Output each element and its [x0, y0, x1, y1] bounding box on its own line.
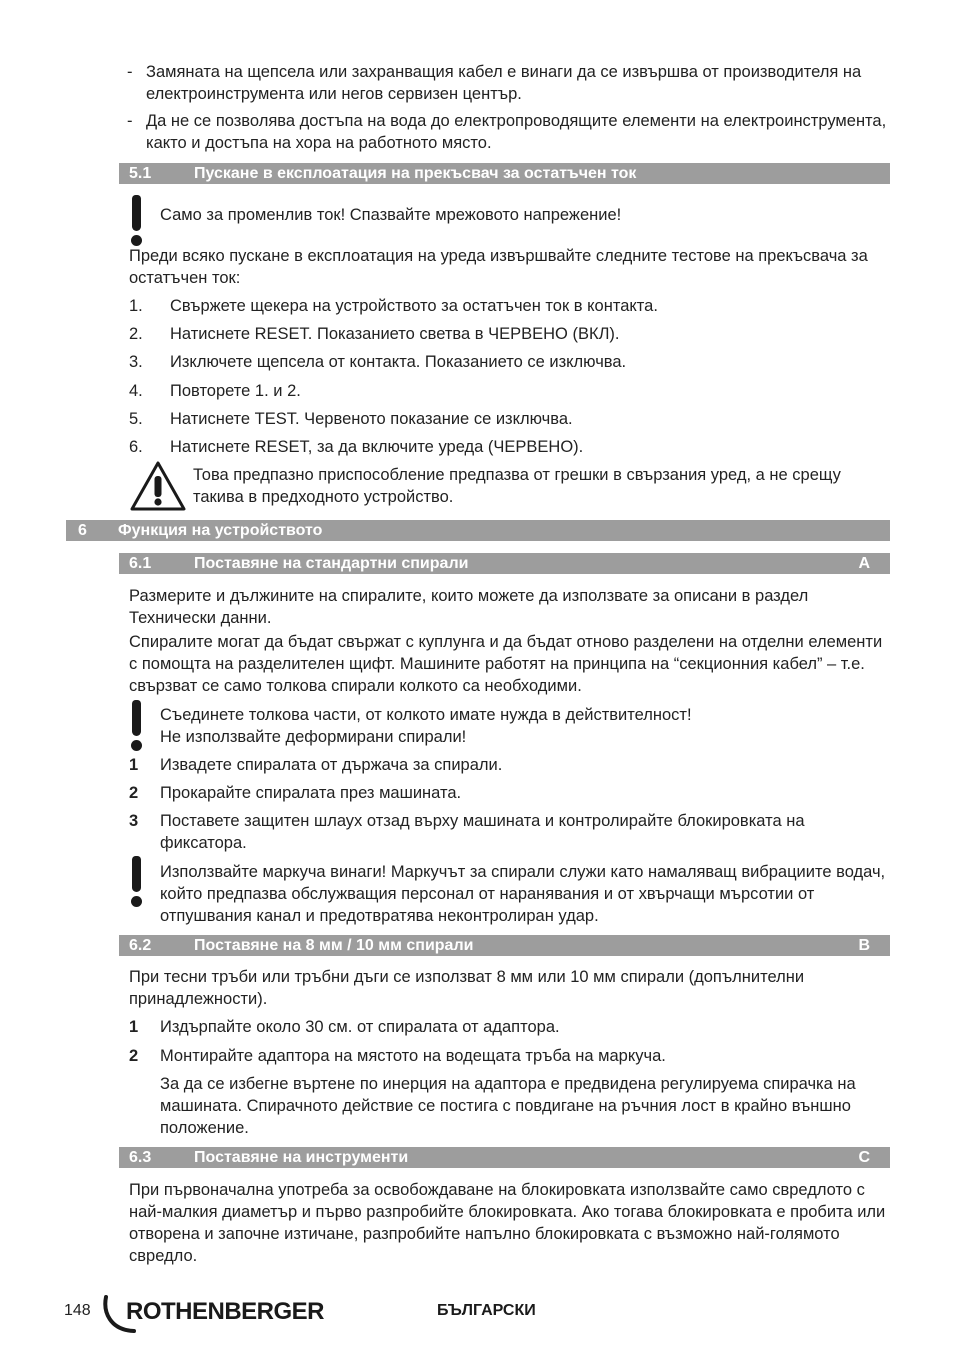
language-label: БЪЛГАРСКИ — [437, 1302, 536, 1319]
step-text: Извадете спиралата от държача за спирали. — [160, 756, 503, 774]
section-header-6-2 — [119, 935, 890, 956]
paragraph: Спиралите могат да бъдат свържат с куплунга и да бъдат отново разделени на отделни елементи с помощта на разделителен щифт. Машините работят на принципа на “секционния кабел” – т.е. свързват се само толкова спирали колкото са необходими. — [129, 633, 883, 695]
figure-letter: C — [858, 1149, 870, 1166]
warning-text: Това предпазно приспособление предпазва от грешки в свързания уред, а не срещу такива в предходното устройство. — [193, 466, 841, 506]
step-number: 3 — [129, 812, 139, 830]
step-number: 1 — [129, 756, 139, 774]
section-title: Пускане в експлоатация на прекъсвач за остатъчен ток — [194, 165, 637, 182]
step-text: Изключете щепсела от контакта. Показанието се изключва. — [170, 353, 627, 371]
note-text: Само за променлив ток! Спазвайте мрежовото напрежение! — [160, 206, 622, 224]
paragraph: Преди всяко пускане в експлоатация на уреда извършвайте следните тестове на прекъсвача за остатъчен ток: — [129, 247, 868, 287]
step-text: Поставете защитен шлаух отзад върху машината и контролирайте блокировката на фиксатора. — [160, 812, 805, 852]
step-text: Прокарайте спиралата през машината. — [160, 784, 462, 802]
step-text: Свържете щекера на устройството за остатъчен ток в контакта. — [170, 297, 658, 315]
paragraph: При първоначална употреба за освобождаване на блокировката използвайте само свредлото с най-малкия диаметър и първо разпробийте блокировката. Ако тогава блокировката е пробита или отворена и започне изтичане, разпробийте напълно блокировката с възможно най-голямото свредло. — [129, 1181, 886, 1265]
step-number: 1 — [129, 1018, 139, 1036]
step-number: 2. — [129, 325, 143, 343]
section-header-6-1 — [119, 553, 890, 574]
step-number: 1. — [129, 297, 143, 315]
step-number: 2 — [129, 784, 139, 802]
step-text: Натиснете RESET, за да включите уреда (ЧЕРВЕНО). — [170, 438, 584, 456]
step-number: 3. — [129, 353, 143, 371]
section-title: Поставяне на 8 мм / 10 мм спирали — [194, 937, 474, 954]
section-number: 6.1 — [129, 555, 152, 572]
section-title: Поставяне на стандартни спирали — [194, 555, 469, 572]
step-text: Натиснете RESET. Показанието светва в ЧЕРВЕНО (ВКЛ). — [170, 325, 620, 343]
paragraph: Размерите и дължините на спиралите, които можете да използвате за описани в раздел Технически данни. — [129, 587, 809, 627]
intro-paragraph: Да не се позволява достъпа на вода до електропроводящите елементи на електроинструмента, както и достъпа на хора на работното място. — [146, 112, 887, 152]
note-text: Не използвайте деформирани спирали! — [160, 728, 467, 746]
rothenberger-logo — [102, 1294, 352, 1336]
section-title: Поставяне на инструменти — [194, 1149, 409, 1166]
step-text: Издърпайте около 30 см. от спиралата от адаптора. — [160, 1018, 560, 1036]
section-number: 5.1 — [129, 165, 152, 182]
dash-bullet: - — [127, 112, 133, 130]
section-number: 6.3 — [129, 1149, 152, 1166]
step-number: 6. — [129, 438, 143, 456]
section-number: 6 — [78, 522, 87, 539]
step-text: Монтирайте адаптора на мястото на водещата тръба на маркуча. — [160, 1047, 666, 1065]
section-header-6 — [66, 520, 890, 541]
section-number: 6.2 — [129, 937, 152, 954]
section-title: Функция на устройството — [118, 522, 323, 539]
logo-text: ROTHENBERGER — [126, 1298, 325, 1325]
figure-letter: A — [858, 555, 870, 572]
section-header-5-1 — [119, 163, 890, 184]
section-header-6-3 — [119, 1147, 890, 1168]
step-text: Натиснете TEST. Червеното показание се изключва. — [170, 410, 573, 428]
figure-letter: B — [858, 937, 870, 954]
step-number: 4. — [129, 382, 143, 400]
page-number: 148 — [64, 1302, 91, 1319]
intro-paragraph: Замяната на щепсела или захранващия кабел е винаги да се извършва от производителя на електроинструмента или негов сервизен център. — [146, 63, 862, 103]
step-number: 2 — [129, 1047, 139, 1065]
dash-bullet: - — [127, 63, 133, 81]
step-number: 5. — [129, 410, 143, 428]
paragraph: За да се избегне въртене по инерция на адаптора е предвидена регулируема спирачка на машината. Спирачното действие се постига с повдигане на ръчния лост в крайно външно положение. — [160, 1075, 856, 1137]
step-text: Повторете 1. и 2. — [170, 382, 301, 400]
note-text: Използвайте маркуча винаги! Маркучът за спирали служи като намаляващ вибрациите водач, който предпазва обслужващия персонал от наранявания и от хвърчащи мърсотии от отпушвания канал и предотвратява неконтролиран удар. — [160, 863, 886, 925]
warning-triangle-icon — [129, 460, 187, 512]
paragraph: При тесни тръби или тръбни дъги се използват 8 мм или 10 мм спирали (допълнителни принадлежности). — [129, 968, 805, 1008]
note-text: Съединете толкова части, от колкото имате нужда в действителност! — [160, 706, 692, 724]
